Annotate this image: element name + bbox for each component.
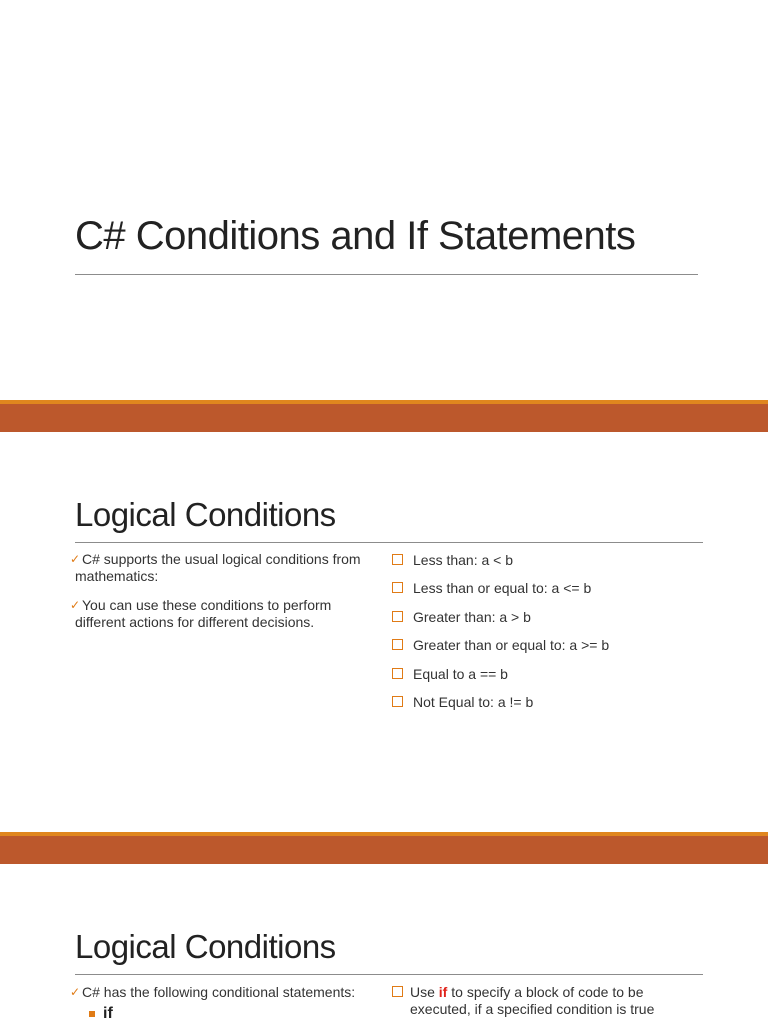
title-underline — [75, 274, 698, 275]
list-item-text: Less than or equal to: a <= b — [413, 580, 592, 597]
list-item-text: C# has the following conditional statements: — [82, 984, 356, 1000]
filled-square-bullet-icon — [89, 1011, 95, 1017]
list-item — [391, 637, 721, 665]
keyword-if: if — [438, 984, 448, 1000]
list-item-text-prefix: Use — [410, 984, 439, 1000]
list-item — [70, 984, 380, 1001]
left-column — [70, 984, 380, 1022]
hollow-square-bullet-icon — [392, 696, 403, 707]
slide-title: Logical Conditions — [75, 496, 336, 533]
presentation-title: C# Conditions and If Statements — [75, 214, 636, 258]
checkmark-icon: ✓ — [70, 598, 81, 612]
left-column — [70, 551, 380, 643]
list-item — [391, 984, 700, 1018]
list-item-text: Greater than: a > b — [413, 608, 531, 625]
list-item — [391, 694, 721, 722]
title-underline — [75, 974, 703, 975]
list-item-text: Less than: a < b — [413, 552, 514, 568]
sub-list-item-text: if — [103, 1005, 113, 1022]
right-column — [391, 552, 721, 722]
hollow-square-bullet-icon — [392, 668, 403, 679]
list-item — [391, 666, 721, 694]
hollow-square-bullet-icon — [392, 582, 403, 593]
list-item-text: C# supports the usual logical conditions from mathematics: — [75, 551, 361, 584]
right-column — [391, 984, 721, 1018]
hollow-square-bullet-icon — [392, 554, 403, 565]
checkmark-icon: ✓ — [70, 552, 81, 566]
list-item-text: Equal to a == b — [413, 665, 508, 682]
hollow-square-bullet-icon — [392, 611, 403, 622]
list-item — [70, 551, 380, 585]
hollow-square-bullet-icon — [392, 986, 403, 997]
list-item — [391, 580, 721, 608]
conditional-statements-slide — [0, 864, 768, 1024]
list-item-text-suffix: to specify a block of code to be executed, if a specified condition is true — [410, 984, 655, 1017]
list-item-text: Not Equal to: a != b — [413, 693, 534, 710]
list-item — [391, 552, 721, 580]
list-item — [391, 609, 721, 637]
sub-list-item — [89, 1005, 380, 1022]
slide-separator — [0, 400, 768, 432]
hollow-square-bullet-icon — [392, 639, 403, 650]
slide-title: Logical Conditions — [75, 928, 336, 965]
title-underline — [75, 542, 703, 543]
title-slide — [0, 0, 768, 400]
slide-separator — [0, 832, 768, 864]
checkmark-icon: ✓ — [70, 985, 81, 999]
list-item-text: Greater than or equal to: a >= b — [413, 637, 610, 654]
list-item — [70, 597, 380, 631]
logical-conditions-slide — [0, 432, 768, 832]
list-item-text: You can use these conditions to perform different actions for different decisions. — [75, 597, 332, 630]
